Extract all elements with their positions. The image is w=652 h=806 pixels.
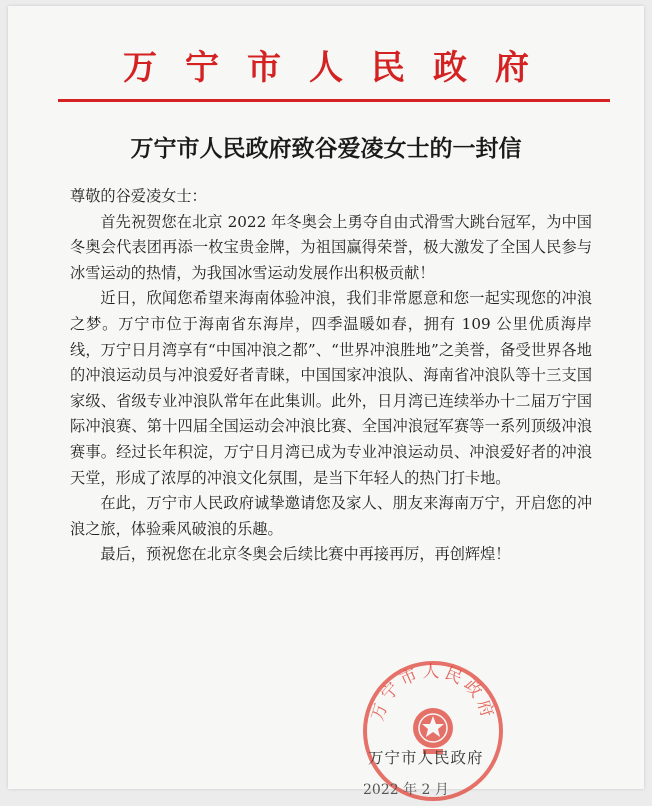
letter-title: 万宁市人民政府致谷爱凌女士的一封信: [130, 135, 522, 162]
letter-body: [70, 184, 592, 568]
seal-text: 万宁市人民政府: [367, 661, 499, 724]
paragraph: 在此，万宁市人民政府诚挚邀请您及家人、朋友来海南万宁，开启您的冲浪之旅，体验乘风破浪的乐趣。: [70, 494, 592, 538]
letterhead-divider: [58, 99, 610, 102]
letterhead: 万宁市人民政府: [123, 48, 557, 88]
paragraph: 首先祝贺您在北京 2022 年冬奥会上勇夺自由式滑雪大跳台冠军，为中国冬奥会代表团再添一枚宝贵金牌，为祖国赢得荣誉，极大激发了全国人民参与冰雪运动的热情，为我国冰雪运动发展作出积极贡献！: [70, 212, 592, 282]
signature: 万宁市人民政府: [368, 749, 484, 767]
paragraph: 近日，欣闻您希望来海南体验冲浪，我们非常愿意和您一起实现您的冲浪之梦。万宁市位于海南省东海岸，四季温暖如春，拥有 109 公里优质海岸线，万宁日月湾享有“中国冲浪之都”、“世界冲浪胜地”之美誉，备受世界各地的冲浪运动员与冲浪爱好者青睐，中国国家冲浪队、海南省冲浪队等十三支国家级、省级专业冲浪队常年在此集训。此外，日月湾已连续举办十二届万宁国际冲浪赛、第十四届全国运动会冲浪比赛、全国冲浪冠军赛等一系列顶级冲浪赛事。经过长年积淀，万宁日月湾已成为专业冲浪运动员、冲浪爱好者的冲浪天堂，形成了浓厚的冲浪文化氛围，是当下年轻人的热门打卡地。: [70, 289, 592, 487]
date: 2022 年 2 月: [363, 782, 449, 798]
salutation: 尊敬的谷爱凌女士：: [70, 187, 207, 205]
letter-page: [8, 6, 644, 798]
paragraph: 最后，预祝您在北京冬奥会后续比赛中再接再厉，再创辉煌！: [100, 545, 511, 564]
